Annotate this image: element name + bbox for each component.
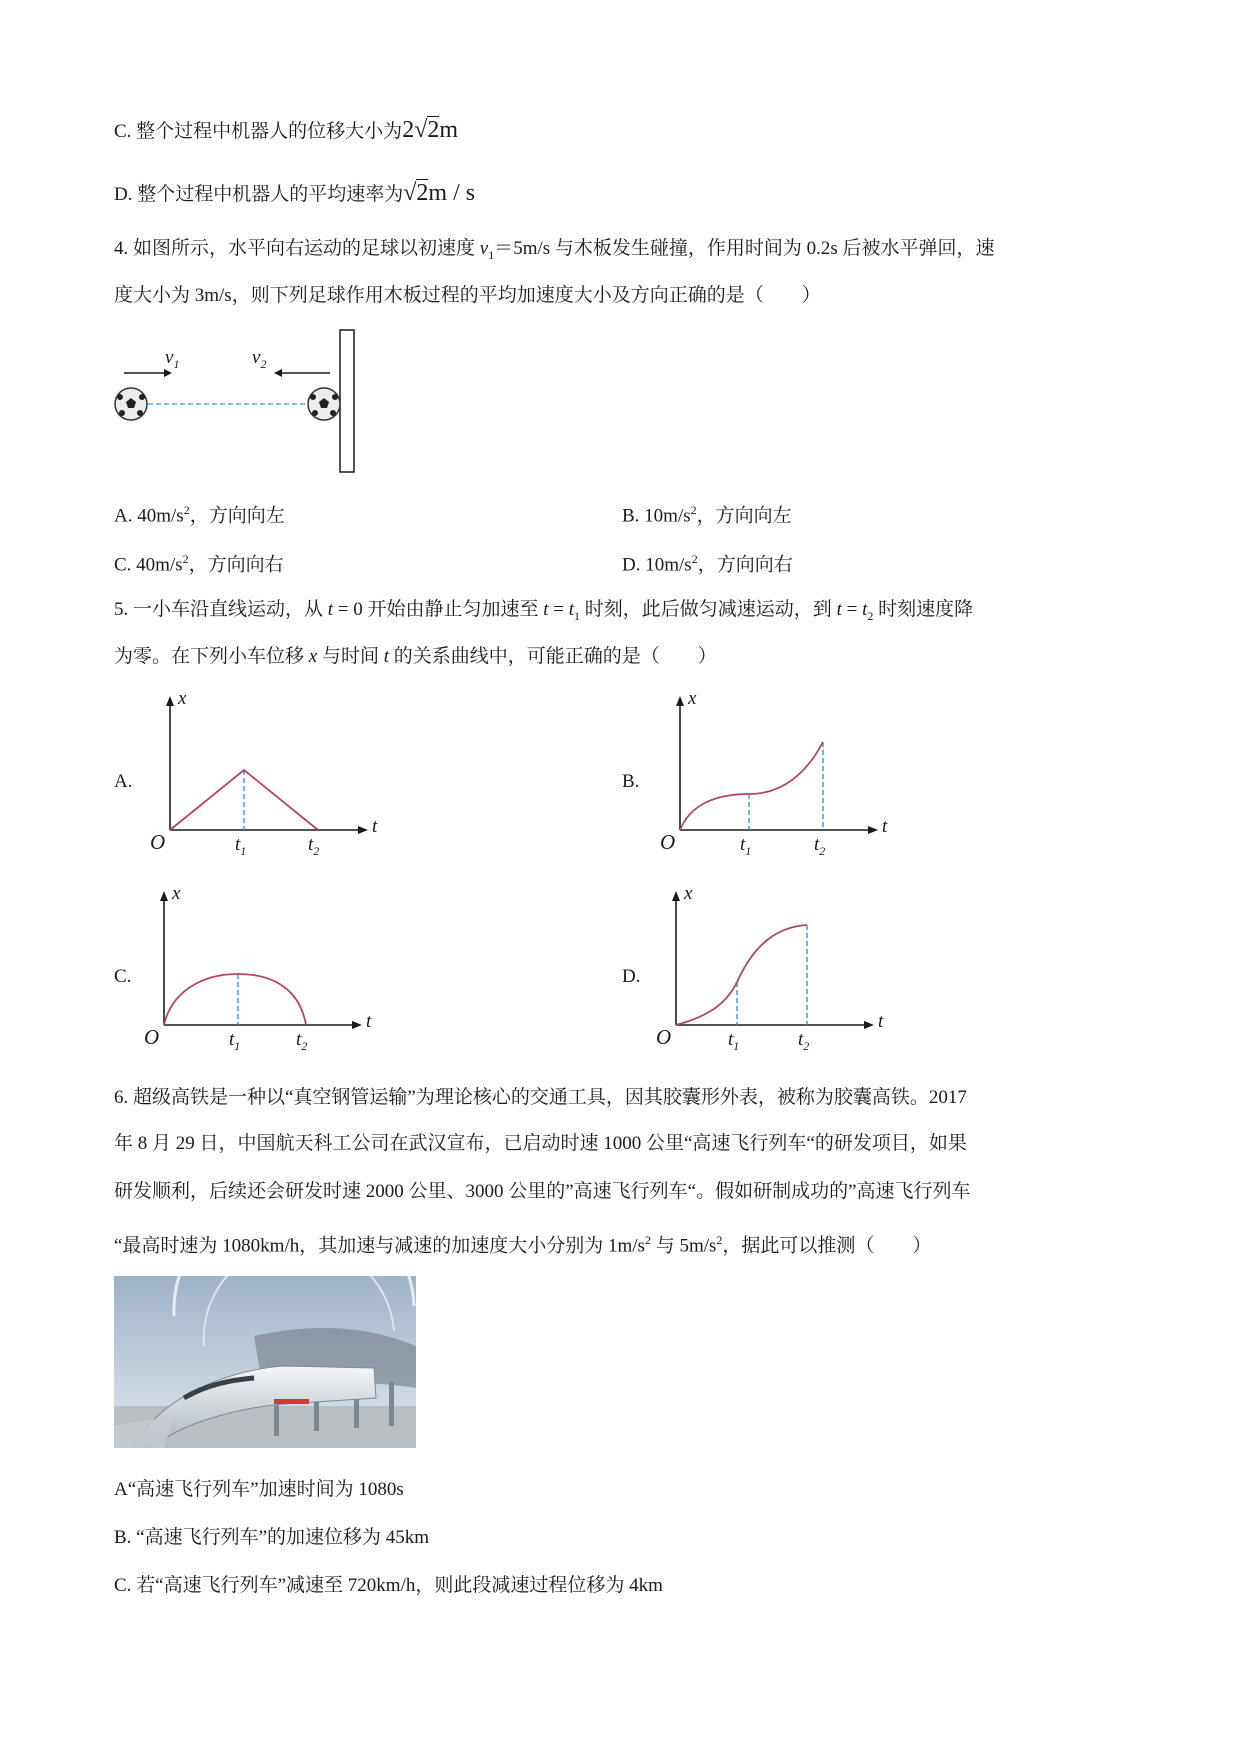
q4-option-a[interactable]: A. $40m/s^2$，方向向左 — [114, 503, 285, 527]
y-axis-label: x — [684, 883, 693, 904]
y-axis-label: x — [172, 883, 181, 904]
displacement-curve — [164, 974, 306, 1025]
q5-graph-a-svg — [140, 690, 390, 860]
soccer-ball-icon — [308, 388, 340, 420]
hyperloop-train-image — [114, 1276, 416, 1448]
displacement-curve — [680, 742, 823, 830]
sqrt-symbol: √ — [414, 117, 428, 143]
t1-label: $t_1$ — [728, 1029, 740, 1053]
q5-graph-d-svg — [646, 885, 896, 1055]
q5-graph-c[interactable] — [134, 885, 384, 1055]
q3-option-d-math: √2m / s — [403, 180, 476, 206]
displacement-curve — [676, 925, 807, 1025]
q3-option-c-math: 2√2m — [402, 117, 459, 143]
q5-graph-c-svg — [134, 885, 384, 1055]
q5-option-b-label[interactable]: B. — [622, 771, 640, 792]
t2-label: $t_2$ — [814, 834, 826, 858]
q6-option-a[interactable]: A“高速飞行列车”加速时间为 1080s — [114, 1479, 404, 1500]
q4-option-c[interactable]: C. $40m/s^2$，方向向右 — [114, 552, 284, 576]
t2-label: $t_2$ — [296, 1029, 308, 1053]
q4-stem-line2: 度大小为 3m/s，则下列足球作用木板过程的平均加速度大小及方向正确的是（ ） — [114, 285, 821, 306]
t2-label: $t_2$ — [308, 834, 320, 858]
q6-stem-line3: 研发顺利，后续还会研发时速 2000 公里、3000 公里的”高速飞行列车“。假如研制成功的”高速飞行列车 — [114, 1181, 971, 1202]
soccer-ball-icon — [115, 388, 147, 420]
v1-label: $v_1$ — [165, 347, 180, 371]
sqrt-symbol: √ — [403, 180, 417, 206]
q4-option-d[interactable]: D. $10m/s^2$，方向向右 — [622, 552, 793, 576]
y-axis-arrow — [676, 696, 684, 706]
y-axis-arrow — [160, 891, 168, 901]
y-axis-label: x — [688, 688, 697, 709]
q3-option-d-text: D. 整个过程中机器人的平均速率为 — [114, 184, 404, 205]
x-axis-label: t — [882, 816, 888, 837]
q6-stem-line4: “最高时速为 1080km/h，其加速与减速的加速度大小分别为 $1m/s^2$ 与 $5m/s^2$，据此可以推测（ ） — [114, 1233, 932, 1257]
x-axis-arrow — [868, 826, 878, 834]
q6-stem-line2: 年 8 月 29 日，中国航天科工公司在武汉宣布，已启动时速 1000 公里“高速飞行列车“的研发项目，如果 — [114, 1133, 967, 1154]
t1-label: $t_1$ — [235, 834, 247, 858]
q6-stem-line1: 6. 超级高铁是一种以“真空钢管运输”为理论核心的交通工具，因其胶囊形外表，被称为胶囊高铁。2017 — [114, 1087, 967, 1108]
t1-label: $t_1$ — [229, 1029, 241, 1053]
x-axis-label: t — [366, 1011, 372, 1032]
q6-option-b[interactable]: B. “高速飞行列车”的加速位移为 45km — [114, 1527, 430, 1548]
q5-graph-b-svg — [650, 690, 900, 860]
hyperloop-train-illustration — [114, 1276, 416, 1448]
origin-label: O — [656, 1025, 672, 1049]
q3-option-d — [114, 181, 475, 207]
v2-label: $v_2$ — [252, 347, 267, 371]
q3-option-c-text: C. 整个过程中机器人的位移大小为 — [114, 121, 403, 142]
q4-option-b[interactable]: B. $10m/s^2$，方向向左 — [622, 503, 792, 527]
wooden-board — [340, 330, 354, 472]
q5-option-c-label[interactable]: C. — [114, 966, 132, 987]
y-axis-arrow — [672, 891, 680, 901]
y-axis-label: x — [178, 688, 187, 709]
y-axis-arrow — [166, 696, 174, 706]
q5-graph-b[interactable] — [650, 690, 900, 860]
q5-stem-line1: 5. 一小车沿直线运动，从 t = 0 开始由静止匀加速至 $t = t_1$ 时刻，此后做匀减速运动，到 $t = t_2$ 时刻速度降 — [114, 599, 974, 623]
origin-label: O — [150, 830, 166, 854]
x-axis-arrow — [358, 826, 368, 834]
x-axis-arrow — [864, 1021, 874, 1029]
x-axis-label: t — [372, 816, 378, 837]
q5-stem-line2: 为零。在下列小车位移 x 与时间 t 的关系曲线中，可能正确的是（ ） — [114, 646, 717, 667]
q4-figure-svg — [110, 325, 370, 475]
v2-arrowhead — [274, 369, 282, 377]
q6-option-c[interactable]: C. 若“高速飞行列车”减速至 720km/h，则此段减速过程位移为 4km — [114, 1575, 663, 1596]
q3-option-c — [114, 118, 458, 144]
origin-label: O — [660, 830, 676, 854]
origin-label: O — [144, 1025, 160, 1049]
q5-graph-a[interactable] — [140, 690, 390, 860]
q5-option-a-label[interactable]: A. — [114, 771, 133, 792]
q5-graph-d[interactable] — [646, 885, 896, 1055]
q4-stem-line1: 4. 如图所示，水平向右运动的足球以初速度 $v_1=5m/s$ 与木板发生碰撞，作用时间为 0.2s 后被水平弹回，速 — [114, 238, 995, 262]
x-axis-label: t — [878, 1011, 884, 1032]
t1-label: $t_1$ — [740, 834, 752, 858]
x-axis-arrow — [352, 1021, 362, 1029]
q5-option-d-label[interactable]: D. — [622, 966, 641, 987]
q4-figure — [110, 325, 370, 475]
t2-label: $t_2$ — [798, 1029, 810, 1053]
